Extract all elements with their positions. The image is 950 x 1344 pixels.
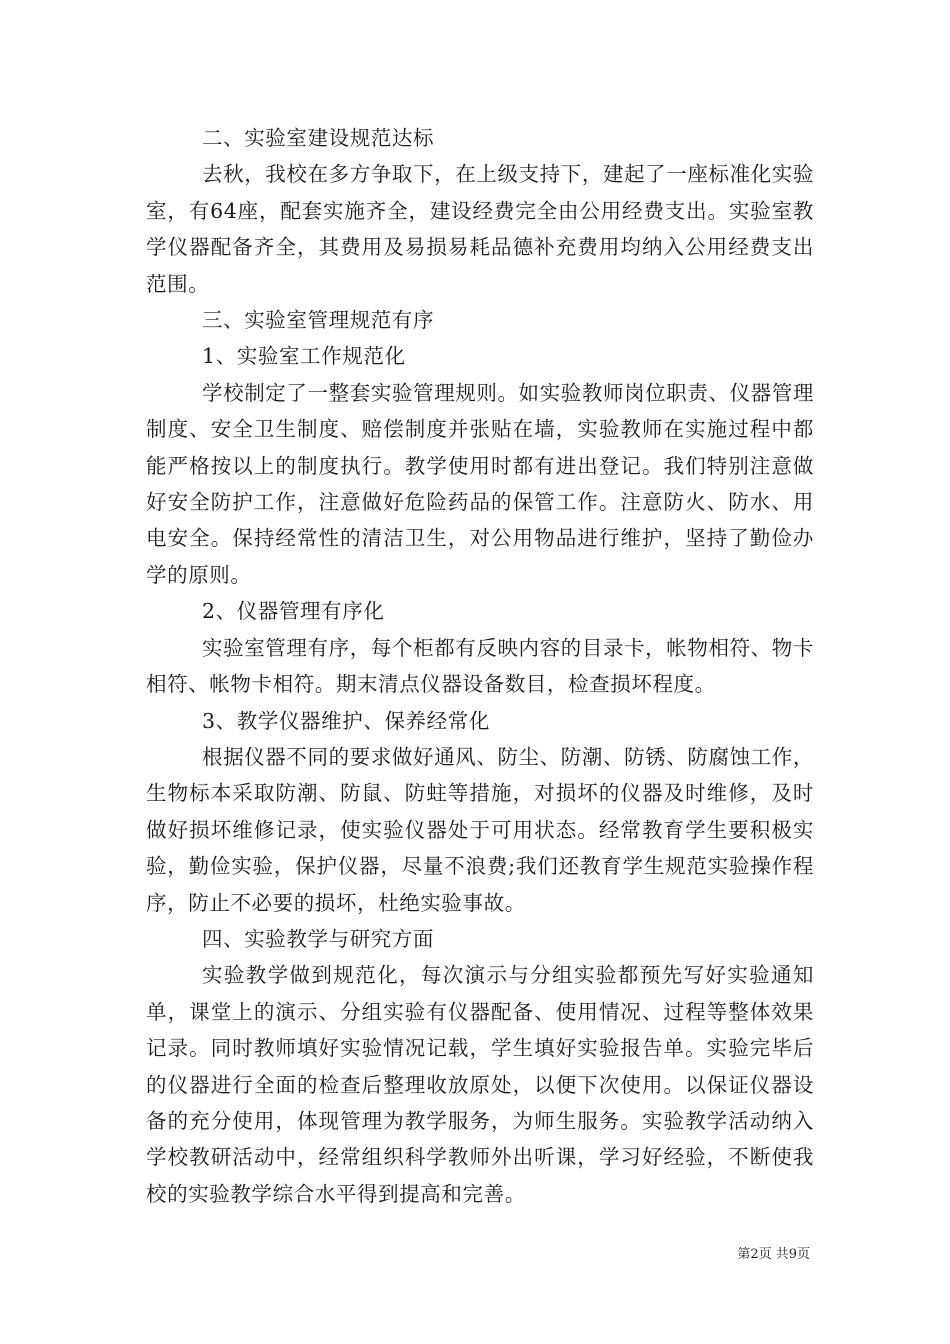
page-number-footer: 第2页 共9页 [737, 1247, 810, 1262]
paragraph-instrument-maintenance: 根据仪器不同的要求做好通风、防尘、防潮、防锈、防腐蚀工作，生物标本采取防潮、防鼠、防蛀等措施，对损坏的仪器及时维修，及时做好损坏维修记录，使实验仪器处于可用状态。经常教育学生要积极实验，勤俭实验，保护仪器，尽量不浪费;我们还教育学生规范实验操作程序，防止不必要的损坏，杜绝实验事故。 [146, 744, 814, 915]
document-body [146, 120, 814, 1212]
paragraph-lab-construction: 去秋，我校在多方争取下，在上级支持下，建起了一座标准化实验室，有64座，配套实施齐全，建设经费完全由公用经费支出。实验室教学仪器配备齐全，其费用及易损易耗品德补充费用均纳入公用经费支出范围。 [146, 162, 814, 296]
paragraph-instrument-management: 实验室管理有序，每个柜都有反映内容的目录卡，帐物相符、物卡相符、帐物卡相符。期末清点仪器设备数目，检查损坏程度。 [146, 635, 814, 697]
subheading-work-standardization: 1、实验室工作规范化 [202, 344, 406, 369]
paragraph-work-standardization: 学校制定了一整套实验管理规则。如实验教师岗位职责、仪器管理制度、安全卫生制度、赔偿制度并张贴在墙，实验教师在实施过程中都能严格按以上的制度执行。教学使用时都有进出登记。我们特别注意做好安全防护工作，注意做好危险药品的保管工作。注意防火、防水、用电安全。保持经常性的清洁卫生，对公用物品进行维护，坚持了勤俭办学的原则。 [146, 380, 814, 587]
section-heading-lab-construction: 二、实验室建设规范达标 [202, 126, 435, 150]
paragraph-teaching-research: 实验教学做到规范化，每次演示与分组实验都预先写好实验通知单，课堂上的演示、分组实验有仪器配备、使用情况、过程等整体效果记录。同时教师填好实验情况记载，学生填好实验报告单。实验完毕后的仪器进行全面的检查后整理收放原处，以便下次使用。以保证仪器设备的充分使用，体现管理为教学服务，为师生服务。实验教学活动纳入学校教研活动中，经常组织科学教师外出听课，学习好经验，不断使我校的实验教学综合水平得到提高和完善。 [146, 963, 814, 1206]
subheading-instrument-management: 2、仪器管理有序化 [202, 599, 385, 624]
subheading-instrument-maintenance: 3、教学仪器维护、保养经常化 [202, 708, 490, 733]
section-heading-teaching-research: 四、实验教学与研究方面 [202, 926, 435, 951]
section-heading-lab-management: 三、实验室管理规范有序 [202, 308, 435, 333]
